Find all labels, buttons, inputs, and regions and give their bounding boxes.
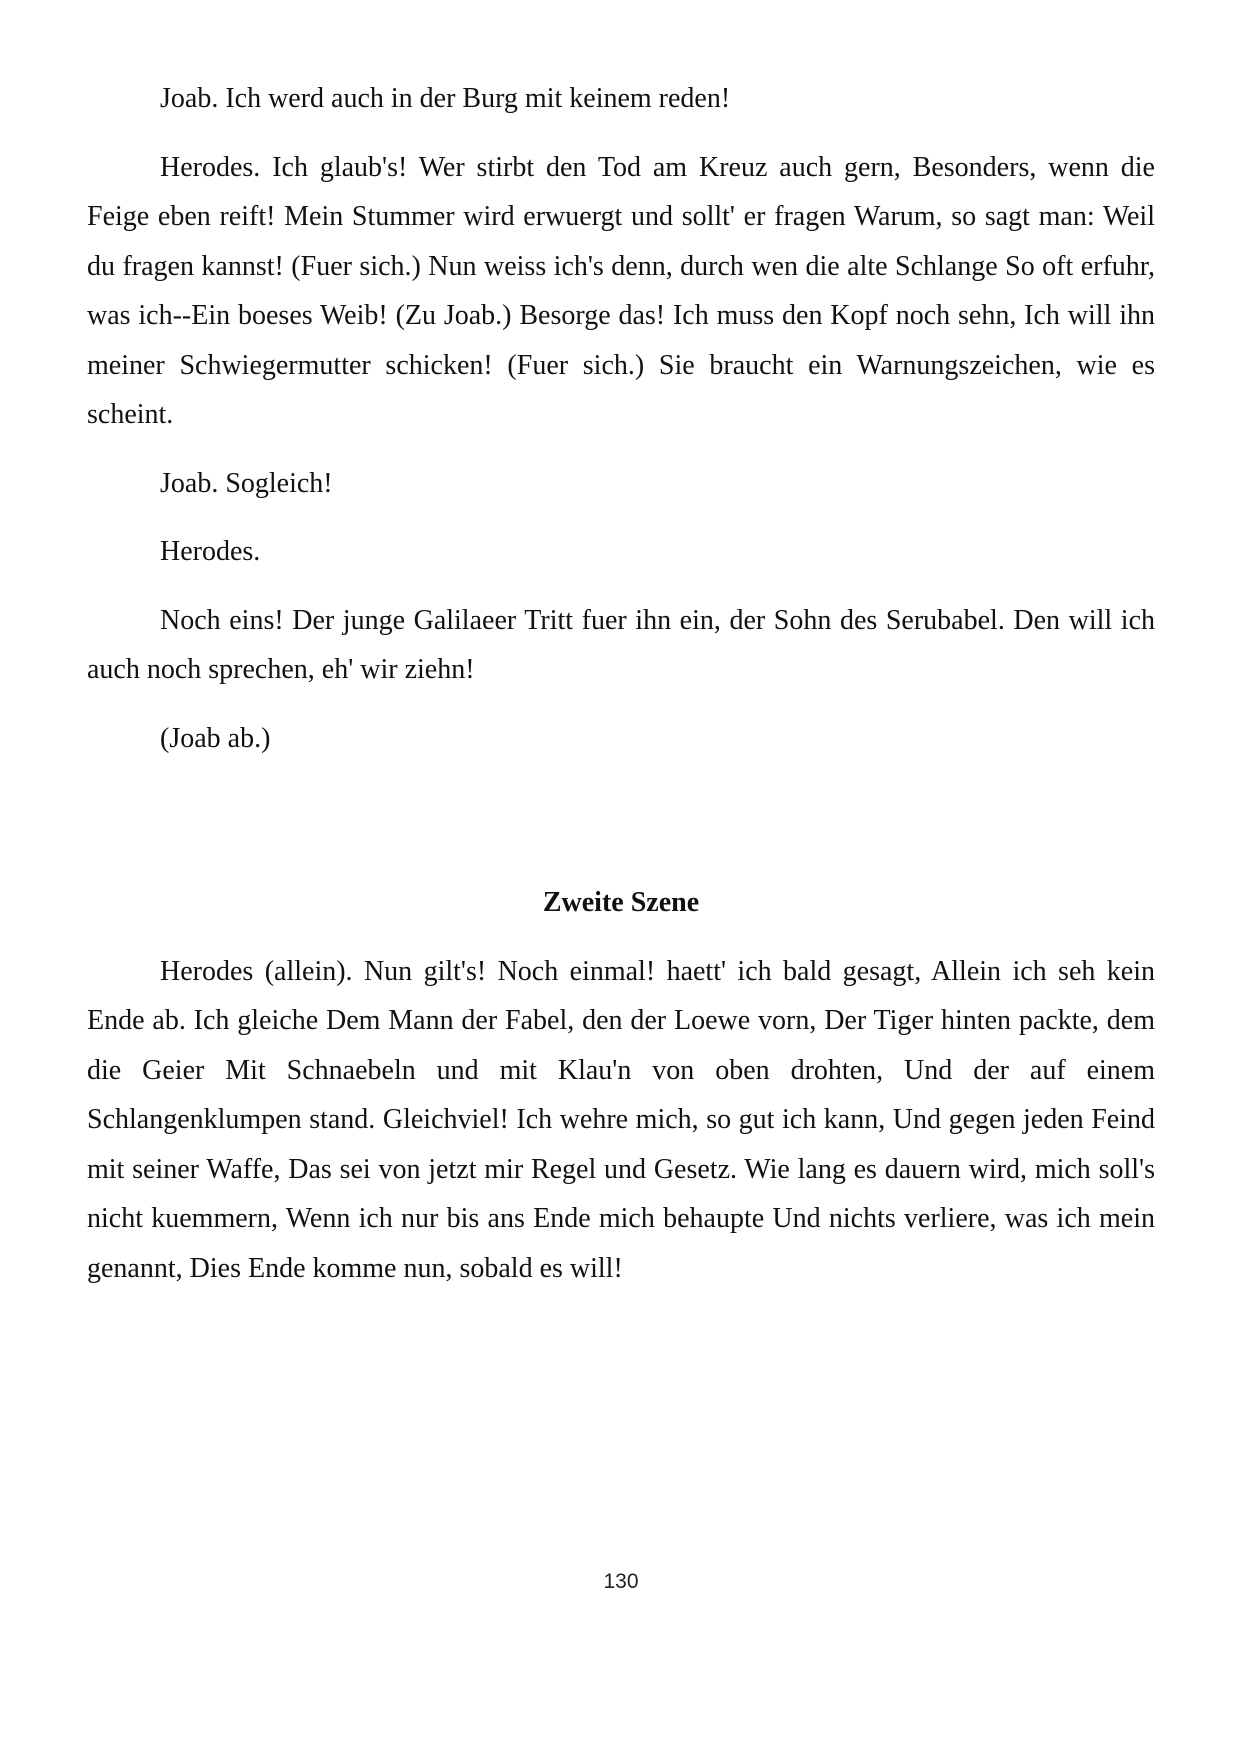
page-number: 130 bbox=[603, 1570, 639, 1593]
paragraph-herodes-speech: Herodes. Ich glaub's! Wer stirbt den Tod am Kreuz auch gern, Besonders, wenn die Feige eben reift! Mein Stummer wird erwuergt und sollt' er fragen Warum, so sagt man: Weil du fragen kannst! (Fuer sich.) Nun weiss ich's denn, durch wen die alte Schlange So oft erfuhr, was ich--Ein boeses Weib! (Zu Joab.) Besorge das! Ich muss den Kopf noch sehn, Ich will ihn meiner Schwiegermutter schicken! (Fuer sich.) Sie braucht ein Warnungszeichen, wie es scheint. bbox=[87, 151, 1155, 430]
page-body bbox=[87, 74, 1155, 1312]
scene-heading: Zweite Szene bbox=[542, 887, 700, 918]
paragraph-herodes-monologue: Herodes (allein). Nun gilt's! Noch einmal! haett' ich bald gesagt, Allein ich seh kein Ende ab. Ich gleiche Dem Mann der Fabel, den der Loewe vorn, Der Tiger hinten packte, dem die Geier Mit Schnaebeln und mit Klau'n von oben drohten, Und der auf einem Schlangenklumpen stand. Gleichviel! Ich wehre mich, so gut ich kann, Und gegen jeden Feind mit seiner Waffe, Das sei von jetzt mir Regel und Gesetz. Wie lang es dauern wird, mich soll's nicht kuemmern, Wenn ich nur bis ans Ende mich behaupte Und nichts verliere, was ich mein genannt, Dies Ende komme nun, sobald es will! bbox=[87, 955, 1155, 1284]
paragraph-joab-line: Joab. Ich werd auch in der Burg mit keinem reden! bbox=[160, 83, 731, 114]
paragraph-herodes-name: Herodes. bbox=[160, 536, 261, 567]
paragraph-herodes-order: Noch eins! Der junge Galilaeer Tritt fuer ihn ein, der Sohn des Serubabel. Den will ich auch noch sprechen, eh' wir ziehn! bbox=[87, 604, 1155, 685]
scene-two bbox=[87, 878, 1155, 1293]
scene-one bbox=[87, 74, 1155, 763]
paragraph-stage-direction: (Joab ab.) bbox=[160, 722, 271, 754]
paragraph-joab-reply: Joab. Sogleich! bbox=[160, 467, 333, 499]
